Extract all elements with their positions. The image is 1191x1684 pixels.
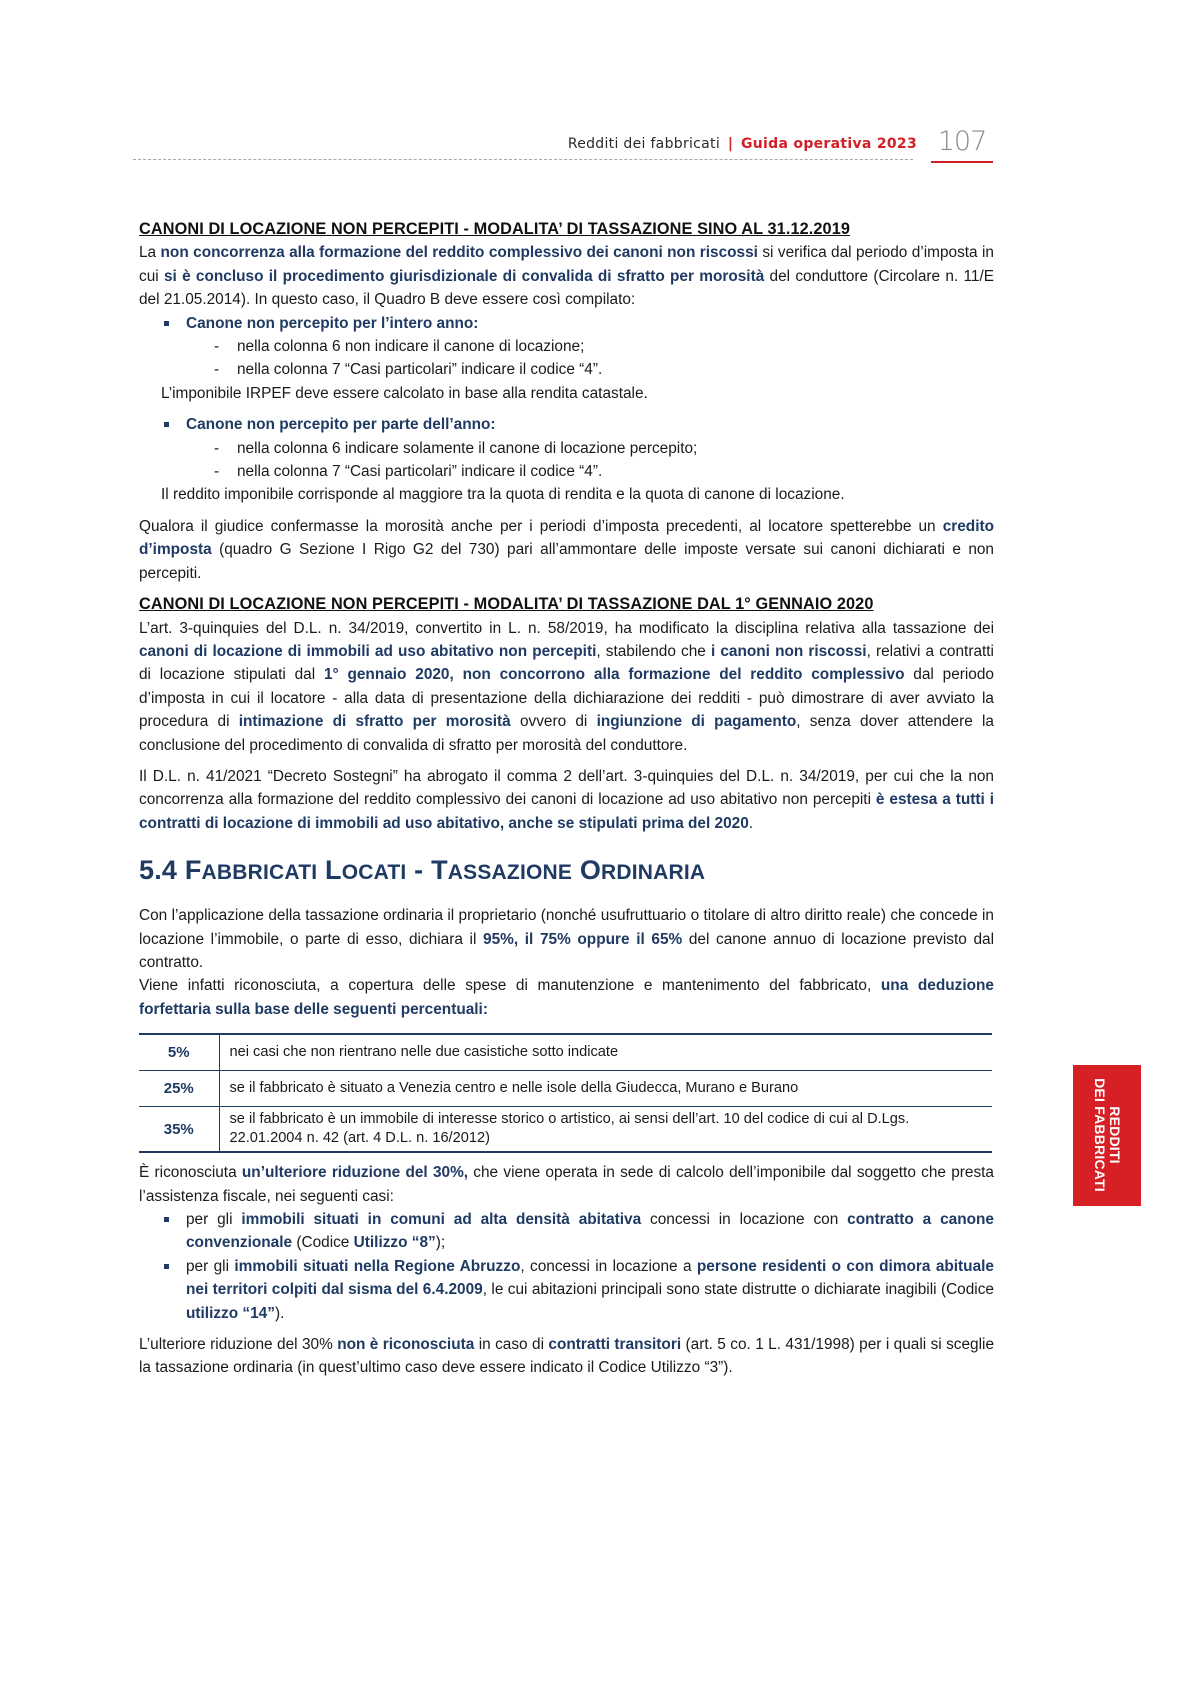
highlighted-text: non è riconosciuta <box>337 1336 475 1354</box>
body-text: in caso di <box>474 1336 549 1354</box>
highlighted-text: 95%, il 75% oppure il 65% <box>483 930 683 948</box>
highlighted-text: ingiunzione di pagamento <box>596 713 797 731</box>
section-title-text: FABBRICATI LOCATI - TASSAZIONE ORDINARIA <box>184 855 706 886</box>
highlighted-text: un’ulteriore riduzione del 30%, <box>241 1164 469 1182</box>
list-item: - nella colonna 7 “Casi particolari” indicare il codice “4”. <box>214 358 994 381</box>
reduction-case <box>161 1208 994 1255</box>
deduction-description: nei casi che non rientrano nelle due casistiche sotto indicate <box>219 1034 992 1071</box>
paragraph-reduction-intro <box>139 1161 994 1208</box>
side-tab-line1: REDDITI <box>1107 1106 1123 1164</box>
highlighted-text: intimazione di sfratto per morosità <box>238 713 511 731</box>
paragraph-from-2020-2 <box>139 765 994 835</box>
highlighted-text: credito d’imposta <box>139 517 994 559</box>
body-text: È riconosciuta <box>139 1164 242 1182</box>
body-text: che viene operata in sede di calcolo dell’imponibile dal soggetto che presta l’assistenza fiscale, nei seguenti casi: <box>139 1164 994 1205</box>
body-text: per gli <box>186 1211 242 1228</box>
paragraph-5-4-2 <box>139 974 994 1021</box>
case-full-year-note: L’imponibile IRPEF deve essere calcolato in base alla rendita catastale. <box>161 384 648 402</box>
highlighted-text: utilizzo “14” <box>186 1304 275 1322</box>
body-text: (art. 5 co. 1 L. 431/1998) per i quali si sceglie la tassazione ordinaria (in quest’ultimo caso deve essere indicato il Codice Utilizzo “3”). <box>139 1336 995 1377</box>
side-tab-label <box>1092 1078 1122 1192</box>
body-text: per gli <box>186 1257 235 1275</box>
heading-from-2020: CANONI DI LOCAZIONE NON PERCEPITI - MODALITA’ DI TASSAZIONE DAL 1° GENNAIO 2020 <box>139 595 874 614</box>
reduction-cases-list <box>161 1208 994 1325</box>
page-content <box>139 218 994 1380</box>
body-text: La <box>139 244 161 262</box>
highlighted-text: è estesa a tutti i contratti di locazione di immobili ad uso abitativo, anche se stipulati prima del 2020 <box>139 791 994 832</box>
body-text: , stabilendo che <box>596 642 711 660</box>
case-list-1 <box>161 312 994 382</box>
case-full-year <box>161 312 994 382</box>
body-text: del conduttore (Circolare n. 11/E del 21.05.2014). In questo caso, il Quadro B deve essere così compilato: <box>139 267 994 309</box>
body-text: Viene infatti riconosciuta, a copertura delle spese di manutenzione e mantenimento del fabbricato, <box>139 977 881 995</box>
section-number: 5.4 <box>139 855 178 886</box>
page-number-underline <box>931 161 993 163</box>
running-header <box>568 136 917 152</box>
body-text: L’ulteriore riduzione del 30% <box>139 1336 338 1354</box>
highlighted-text: immobili situati nella Regione Abruzzo <box>234 1257 521 1275</box>
highlighted-text: si è concluso il procedimento giurisdizionale di convalida di sfratto per morosità <box>163 267 765 285</box>
paragraph-tax-credit <box>139 515 994 585</box>
body-text: del canone annuo di locazione previsto dal contratto. <box>139 930 995 971</box>
highlighted-text: persone residenti o con dimora abituale nei territori colpiti dal sisma del 6.4.2009 <box>186 1257 994 1299</box>
body-text: Con l’applicazione della tassazione ordinaria il proprietario (nonché usufruttuario o titolare di altro diritto reale) che concede in locazione l’immobile, o parte di esso, dichiara il <box>139 907 994 948</box>
case-full-year-steps <box>214 335 994 382</box>
body-text: , concessi in locazione a <box>520 1257 697 1275</box>
paragraph-until-2019-intro <box>139 241 994 311</box>
case-title: Canone non percepito per l’intero anno: <box>186 314 479 332</box>
list-item: - nella colonna 7 “Casi particolari” indicare il codice “4”. <box>214 460 994 483</box>
list-item: - nella colonna 6 indicare solamente il canone di locazione percepito; <box>214 437 994 460</box>
highlighted-text: immobili situati in comuni ad alta densità abitativa <box>241 1211 642 1228</box>
body-text: (Codice <box>292 1234 354 1252</box>
table-row <box>139 1034 992 1071</box>
page-header <box>133 126 993 162</box>
paragraph-from-2020-1 <box>139 617 994 757</box>
highlighted-text: non concorrenza alla formazione del reddito complessivo dei canoni non riscossi <box>160 244 758 262</box>
side-tab-line2: DEI FABBRICATI <box>1092 1078 1108 1192</box>
deduction-description: se il fabbricato è situato a Venezia centro e nelle isole della Giudecca, Murano e Burano <box>219 1071 992 1107</box>
case-part-year-note: Il reddito imponibile corrisponde al maggiore tra la quota di rendita e la quota di canone di locazione. <box>161 486 845 504</box>
body-text: ); <box>435 1234 446 1252</box>
case-part-year <box>161 413 994 483</box>
body-text: concessi in locazione con <box>641 1211 848 1228</box>
case-part-year-steps <box>214 437 994 484</box>
deduction-percent: 5% <box>139 1034 219 1071</box>
page-number: 107 <box>937 126 987 157</box>
section-title-5-4 <box>139 853 994 890</box>
highlighted-text: una deduzione forfettaria sulla base delle seguenti percentuali: <box>139 977 994 1018</box>
highlighted-text: i canoni non riscossi <box>710 642 867 660</box>
header-dashed-rule <box>133 159 913 160</box>
body-text: (quadro G Sezione I Rigo G2 del 730) pari all’ammontare delle imposte versate sui canoni dichiarati e non percepiti. <box>139 541 994 582</box>
highlighted-text: contratti transitori <box>548 1336 682 1354</box>
case-list-2 <box>161 413 994 483</box>
body-text: , relativi a contratti di locazione stipulati dal <box>139 642 994 684</box>
table-row <box>139 1107 992 1153</box>
case-title: Canone non percepito per parte dell’anno: <box>186 416 496 434</box>
heading-until-2019: CANONI DI LOCAZIONE NON PERCEPITI - MODALITA’ DI TASSAZIONE SINO AL 31.12.2019 <box>139 220 851 238</box>
reduction-case <box>161 1255 994 1325</box>
paragraph-closing <box>139 1333 994 1380</box>
header-separator: | <box>727 136 734 152</box>
body-text: , le cui abitazioni principali sono state distrutte o dichiarate inagibili (Codice <box>482 1281 994 1299</box>
body-text: . <box>748 814 754 832</box>
header-section-label: Redditi dei fabbricati <box>567 136 721 152</box>
deduction-percent: 25% <box>139 1071 219 1107</box>
body-text: dal periodo d’imposta in cui il locatore - alla data di presentazione della dichiarazione dei redditi - può dimostrare di aver avviato la procedura di <box>139 666 994 731</box>
body-text: Il D.L. n. 41/2021 “Decreto Sostegni” ha abrogato il comma 2 dell’art. 3-quinquies del D.L. n. 34/2019, per cui che la non concorrenza alla formazione del reddito complessivo dei canoni di locazione ad uso abitativo non percepiti <box>139 767 994 809</box>
body-text: si verifica dal periodo d’imposta in cui <box>139 244 994 285</box>
list-item: - nella colonna 6 non indicare il canone di locazione; <box>214 335 994 358</box>
paragraph-5-4-1 <box>139 904 994 974</box>
header-guide-label: Guida operativa 2023 <box>741 136 917 152</box>
chapter-side-tab <box>1073 1065 1141 1206</box>
deduction-percent: 35% <box>139 1107 219 1153</box>
body-text: Qualora il giudice confermasse la morosità anche per i periodi d’imposta precedenti, al locatore spetterebbe un <box>139 517 943 535</box>
highlighted-text: contratto a canone convenzionale <box>186 1211 994 1252</box>
body-text: ovvero di <box>510 713 597 731</box>
body-text: ). <box>274 1304 285 1322</box>
table-row <box>139 1071 992 1107</box>
body-text: L’art. 3-quinquies del D.L. n. 34/2019, convertito in L. n. 58/2019, ha modificato la disciplina relativa alla tassazione dei <box>139 619 994 637</box>
highlighted-text: canoni di locazione di immobili ad uso abitativo non percepiti <box>139 642 597 660</box>
deduction-table <box>139 1033 992 1153</box>
highlighted-text: Utilizzo “8” <box>353 1234 436 1252</box>
body-text: , senza dover attendere la conclusione del procedimento di convalida di sfratto per morosità del conduttore. <box>139 713 994 754</box>
highlighted-text: 1° gennaio 2020, non concorrono alla formazione del reddito complessivo <box>323 666 905 684</box>
deduction-description: se il fabbricato è un immobile di interesse storico o artistico, ai sensi dell’art. 10 del codice di cui al D.Lgs. 22.01.2004 n. 42 (art. 4 D.L. n. 16/2012) <box>229 1111 910 1147</box>
